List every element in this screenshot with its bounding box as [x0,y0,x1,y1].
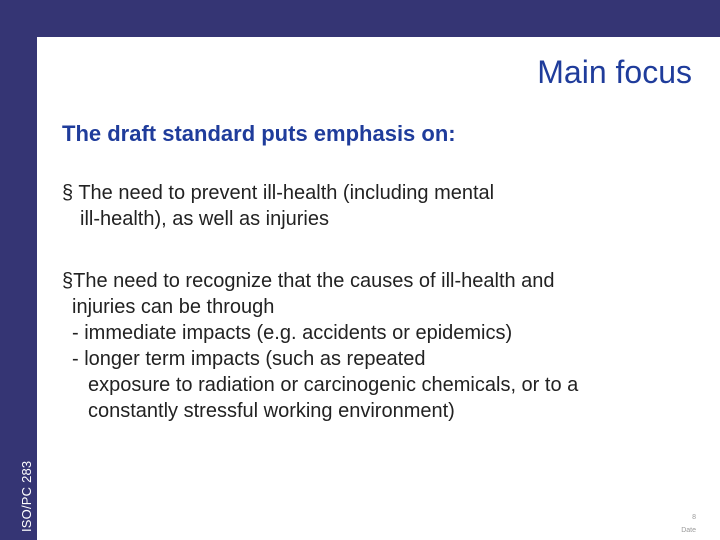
bullet-line [62,268,578,294]
committee-label: ISO/PC 283 [19,460,34,532]
slide-subtitle: The draft standard puts emphasis on: [62,121,456,146]
bullet-line [62,180,494,206]
bullet-text: The need to recognize that the causes of ill-health and [73,270,555,292]
side-band [0,0,37,540]
bullet-line: ill-health), as well as injuries [80,208,329,230]
bullet-subline-longer-term: - longer term impacts (such as repeated [72,348,426,370]
page-number: 8 [692,514,696,521]
bullet-line: constantly stressful working environment) [88,400,455,422]
header-band [0,0,720,37]
bullet-line: exposure to radiation or carcinogenic chemicals, or to a [88,374,579,396]
bullet-line: injuries can be through [72,296,275,318]
bullet-marker-icon: § [62,182,74,204]
date-label: Date [681,527,696,534]
slide-title: Main focus [537,54,692,90]
bullet-subline-immediate: - immediate impacts (e.g. accidents or epidemics) [72,322,513,344]
bullet-item-recognize-causes [62,268,578,424]
bullet-text: The need to prevent ill-health (including mental [73,182,495,204]
bullet-marker-icon: § [62,270,74,292]
bullet-item-prevent-ill-health [62,180,494,232]
